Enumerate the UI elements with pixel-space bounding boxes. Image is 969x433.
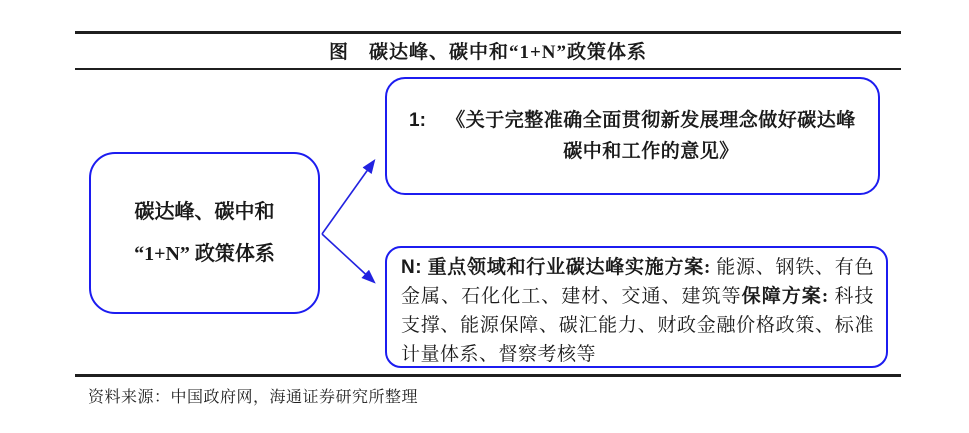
n-policy-list2: 科技支撑、能源保障、碳汇能力、财政金融价格政策、标准计量体系、督察考核等: [401, 286, 874, 365]
one-policy-text: 《关于完整准确全面贯彻新发展理念做好碳达峰碳中和工作的意见》: [446, 110, 856, 162]
n-policy-heading2: 保障方案:: [741, 286, 829, 307]
n-policy-list1: 能源、钢铁、有色金属、石化化工、建材、交通、建筑等: [401, 257, 874, 307]
n-policy-heading1: 重点领域和行业碳达峰实施方案:: [427, 257, 711, 278]
arrow-to-n-box: [322, 234, 374, 282]
policy-system-box: [89, 152, 320, 314]
n-policy-box: [385, 246, 888, 368]
arrow-to-one-box: [322, 161, 374, 234]
policy-system-box-line2: “1+N” 政策体系: [134, 243, 275, 265]
figure-title: 图 碳达峰、碳中和“1+N”政策体系: [328, 42, 648, 63]
title-underline-rule: [75, 68, 901, 70]
footer-rule: [75, 374, 901, 377]
policy-system-box-line1: 碳达峰、碳中和: [134, 201, 275, 223]
n-policy-label: N:: [401, 257, 423, 278]
source-note: 资料来源：中国政府网，海通证券研究所整理: [88, 389, 419, 406]
one-policy-box: [385, 77, 880, 195]
one-policy-row: [409, 105, 862, 167]
one-policy-label: 1:: [409, 110, 426, 131]
n-policy-text: [401, 257, 874, 365]
top-rule: [75, 31, 901, 34]
